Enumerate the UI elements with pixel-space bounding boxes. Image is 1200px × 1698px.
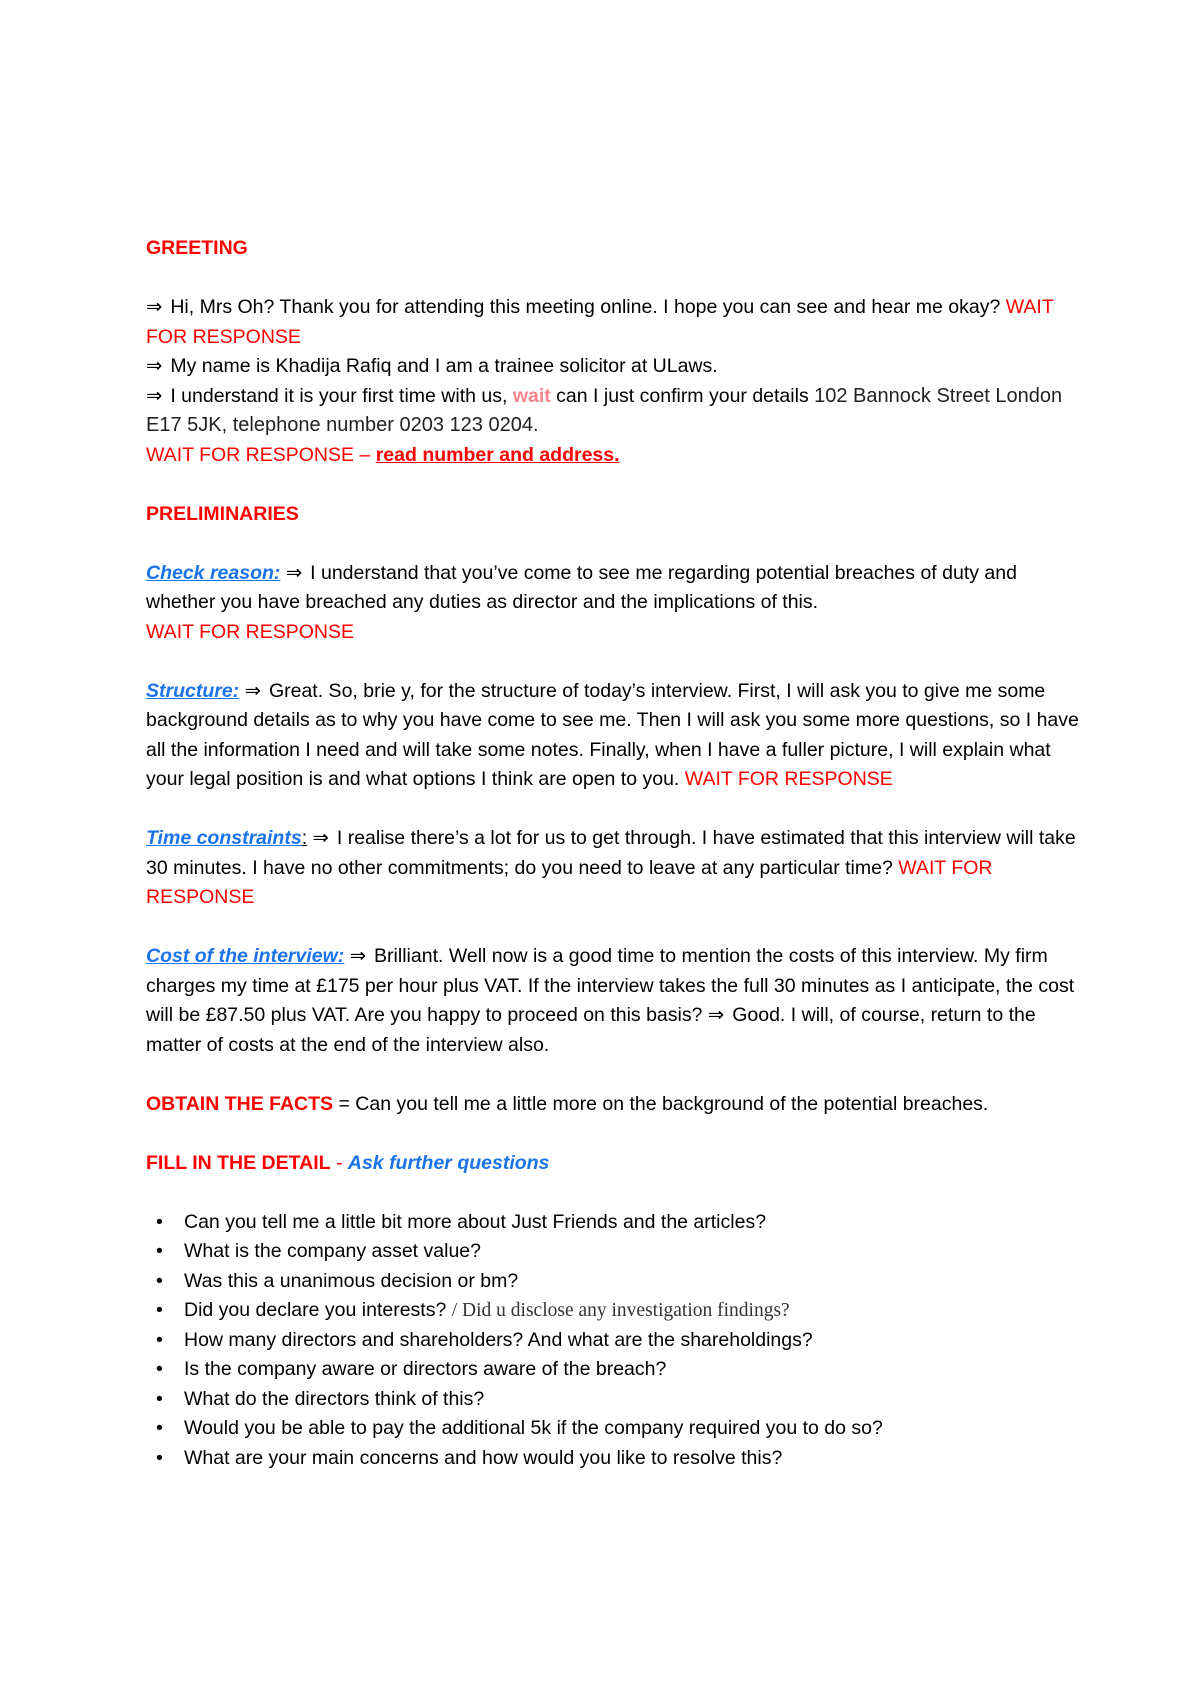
wait-for-response: WAIT FOR RESPONSE (146, 296, 1054, 348)
wait-note: wait (512, 384, 551, 407)
greeting-wait-line (146, 441, 1080, 471)
obtain-facts-text: = Can you tell me a little more on the background of the potential breaches. (338, 1092, 989, 1115)
greeting-heading: GREETING (146, 237, 248, 259)
arrow-icon: ⇒ (285, 561, 303, 584)
obtain-facts-paragraph (146, 1090, 1080, 1120)
time-constraints-colon: : (301, 827, 308, 849)
question-text: Did you declare you interests? (184, 1299, 447, 1321)
question-text: What are your main concerns and how would you like to resolve this? (184, 1446, 783, 1469)
list-item (146, 1296, 1080, 1326)
greeting-line-2-text: My name is Khadija Rafiq and I am a trainee solicitor at ULaws. (170, 355, 718, 377)
cost-text-2: Good. I will, of course, return to the matter of costs at the end of the interview also. (146, 1004, 1036, 1056)
list-item (146, 1355, 1080, 1385)
arrow-icon: ⇒ (146, 384, 163, 407)
greeting-line-3 (146, 382, 1080, 441)
structure-label: Structure: (146, 679, 240, 702)
arrow-icon: ⇒ (349, 945, 367, 967)
question-text: Would you be able to pay the additional 5k if the company required you to do so? (184, 1417, 883, 1439)
list-item (146, 1385, 1080, 1415)
greeting-line-2 (146, 352, 1080, 382)
question-text: How many directors and shareholders? And what are the shareholdings? (184, 1328, 813, 1351)
question-text: What is the company asset value? (184, 1240, 481, 1262)
cost-label: Cost of the interview: (146, 945, 345, 967)
arrow-icon: ⇒ (244, 679, 261, 702)
question-text: What do the directors think of this? (184, 1387, 485, 1410)
list-item (146, 1267, 1080, 1297)
list-item (146, 1208, 1080, 1238)
check-reason-label: Check reason: (146, 561, 281, 584)
fill-detail-paragraph (146, 1149, 1080, 1179)
time-constraints-paragraph (146, 824, 1080, 913)
fill-detail-subheading: Ask further questions (347, 1151, 550, 1174)
preliminaries-heading: PRELIMINARIES (146, 502, 299, 525)
read-number-note: read number and address. (375, 443, 620, 466)
question-text: Can you tell me a little bit more about Just Friends and the articles? (184, 1210, 767, 1233)
check-reason-paragraph (146, 559, 1080, 648)
greeting-line-1 (146, 293, 1080, 352)
list-item (146, 1414, 1080, 1444)
fill-detail-dash: - (330, 1151, 348, 1174)
time-constraints-text: I realise there’s a lot for us to get through. I have estimated that this interview will take 30 minutes. I have no other commitments; do you need to leave at any particular time? (146, 827, 1076, 879)
arrow-icon: ⇒ (312, 827, 329, 849)
arrow-icon: ⇒ (707, 1004, 725, 1026)
structure-paragraph (146, 677, 1080, 795)
check-reason-text: I understand that you’ve come to see me regarding potential breaches of duty and whether you have breached any duties as director and the implications of this. (146, 561, 1017, 613)
cost-text: Brilliant. Well now is a good time to mention the costs of this interview. My firm charges my time at £175 per hour plus VAT. If the interview takes the full 30 minutes as I anticipate, the cost will be £87.50 plus VAT. Are you happy to proceed on this basis? (146, 945, 1075, 1026)
fill-detail-heading: FILL IN THE DETAIL (146, 1151, 331, 1174)
question-text: Is the company aware or directors aware of the breach? (184, 1358, 667, 1380)
wait-for-response: WAIT FOR RESPONSE (146, 620, 355, 643)
list-item (146, 1326, 1080, 1356)
obtain-facts-heading: OBTAIN THE FACTS (146, 1092, 334, 1115)
question-text: Was this a unanimous decision or bm? (184, 1269, 519, 1292)
list-item (146, 1444, 1080, 1474)
greeting-line-1-text: Hi, Mrs Oh? Thank you for attending this meeting online. I hope you can see and hear me okay? (170, 296, 1001, 318)
cost-paragraph (146, 942, 1080, 1060)
arrow-icon: ⇒ (146, 296, 163, 318)
greeting-line-3-text-a: I understand it is your first time with us, (170, 384, 508, 407)
arrow-icon: ⇒ (146, 355, 163, 377)
wait-for-response: WAIT FOR RESPONSE – (146, 443, 371, 466)
time-constraints-label: Time constraints (146, 827, 302, 849)
question-list (146, 1208, 1080, 1474)
wait-for-response: WAIT FOR RESPONSE (684, 768, 893, 790)
client-details: 102 Bannock Street London E17 5JK, telephone number 0203 123 0204. (146, 384, 1063, 436)
greeting-line-3-text-b: can I just confirm your details (556, 384, 809, 407)
question-text-serif: / Did u disclose any investigation findings? (451, 1300, 790, 1321)
list-item (146, 1237, 1080, 1267)
wait-for-response: WAIT FOR RESPONSE (146, 856, 993, 908)
structure-text: Great. So, brie y, for the structure of today’s interview. First, I will ask you to give me some background details as to why you have come to see me. Then I will ask you some more questions, so I have all the information I need and will take some notes. Finally, when I have a fuller picture, I will explain what your legal position is and what options I think are open to you. (146, 679, 1079, 790)
